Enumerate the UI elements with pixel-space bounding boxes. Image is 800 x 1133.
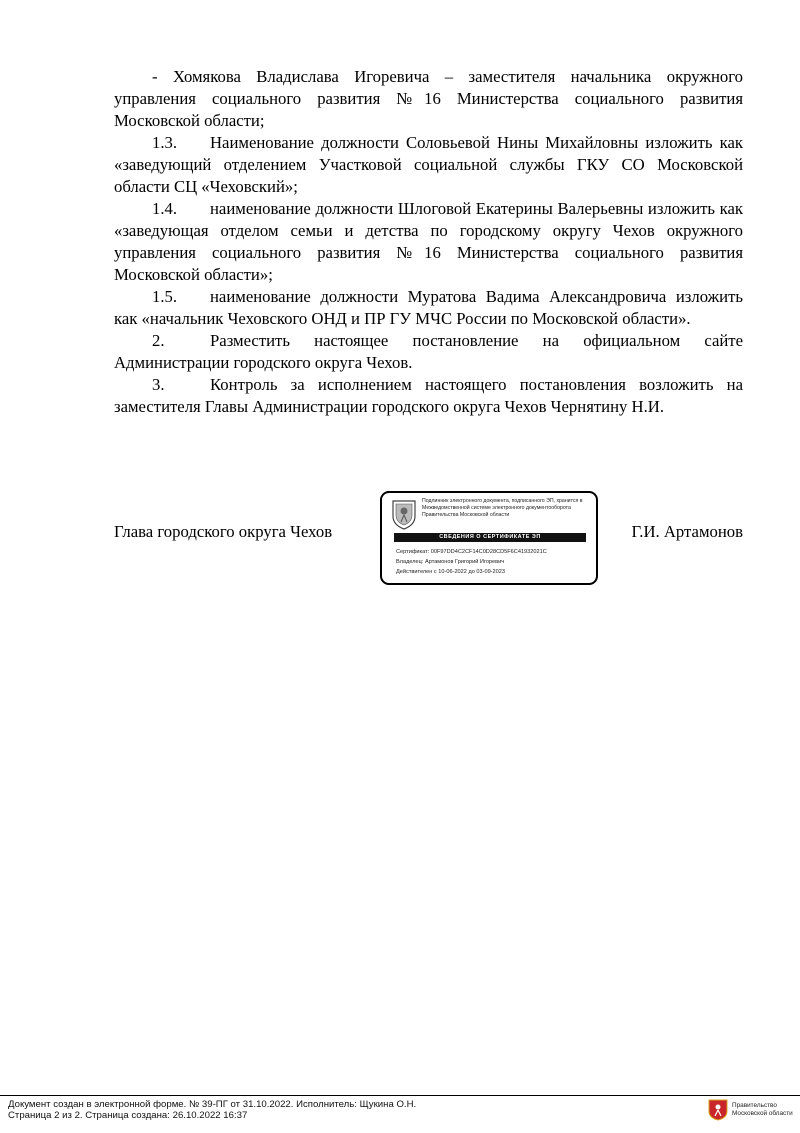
paragraph — [114, 66, 743, 132]
paragraph-text: - Хомякова Владислава Игоревича – заместителя начальника окружного управления социального развития №16 Министерства социального развития Московской области; — [114, 67, 743, 130]
stamp-header: Подлинник электронного документа, подписанного ЭП, хранится в Межведомственной системе электронного документооборота Правительства Московской области — [422, 498, 583, 518]
paragraph-number: 1.4. — [152, 199, 178, 218]
stamp-certificate: Сертификат: 00F97DD4C2CF14C0D28CD5F6C41932021C — [396, 549, 547, 555]
paragraph — [114, 132, 743, 198]
signatory-name: Г.И. Артамонов — [631, 522, 743, 541]
electronic-signature-stamp — [380, 491, 598, 585]
footer — [8, 1099, 688, 1121]
paragraph — [114, 330, 743, 374]
paragraph-text: Наименование должности Соловьевой Нины Михайловны изложить как «заведующий отделением Участковой социальной службы ГКУ СО Московской области СЦ «Чеховский»; — [114, 133, 743, 196]
footer-line-1: Документ создан в электронной форме. № 39-ПГ от 31.10.2022. Исполнитель: Щукина О.Н. — [8, 1099, 417, 1110]
paragraph-text: наименование должности Муратова Вадима Александровича изложить как «начальник Чеховского ОНД и ПР ГУ МЧС России по Московской области». — [114, 287, 743, 328]
paragraph-number: 1.5. — [152, 287, 178, 306]
paragraph-text: Разместить настоящее постановление на официальном сайте Администрации городского округа Чехов. — [114, 331, 743, 372]
paragraph — [114, 198, 743, 286]
government-logo — [708, 1099, 798, 1123]
document-body — [114, 66, 743, 418]
logo-line-1: Правительство — [732, 1102, 777, 1109]
footer-line-2: Страница 2 из 2. Страница создана: 26.10.2022 16:37 — [8, 1110, 248, 1121]
stamp-title: СВЕДЕНИЯ О СЕРТИФИКАТЕ ЭП — [394, 533, 586, 542]
paragraph — [114, 374, 743, 418]
paragraph — [114, 286, 743, 330]
stamp-validity: Действителен с 10-06-2022 до 03-09-2023 — [396, 569, 505, 575]
paragraph-number: 2. — [152, 331, 165, 350]
paragraph-number: 1.3. — [152, 133, 178, 152]
paragraph-number: 3. — [152, 375, 165, 394]
logo-line-2: Московской области — [732, 1110, 793, 1117]
signatory-position: Глава городского округа Чехов — [114, 522, 333, 541]
coat-of-arms-icon — [390, 498, 418, 530]
paragraph-text: наименование должности Шлоговой Екатерины Валерьевны изложить как «заведующая отделом семьи и детства по городскому округу Чехов окружного управления социального развития №16 Министерства социального развития Московской области»; — [114, 199, 743, 284]
moscow-region-emblem-icon — [708, 1099, 728, 1121]
stamp-owner: Владелец: Артамонов Григорий Игоревич — [396, 559, 505, 565]
paragraph-text: Контроль за исполнением настоящего постановления возложить на заместителя Главы Администрации городского округа Чехов Чернятину Н.И. — [114, 375, 743, 416]
footer-divider — [0, 1095, 800, 1096]
